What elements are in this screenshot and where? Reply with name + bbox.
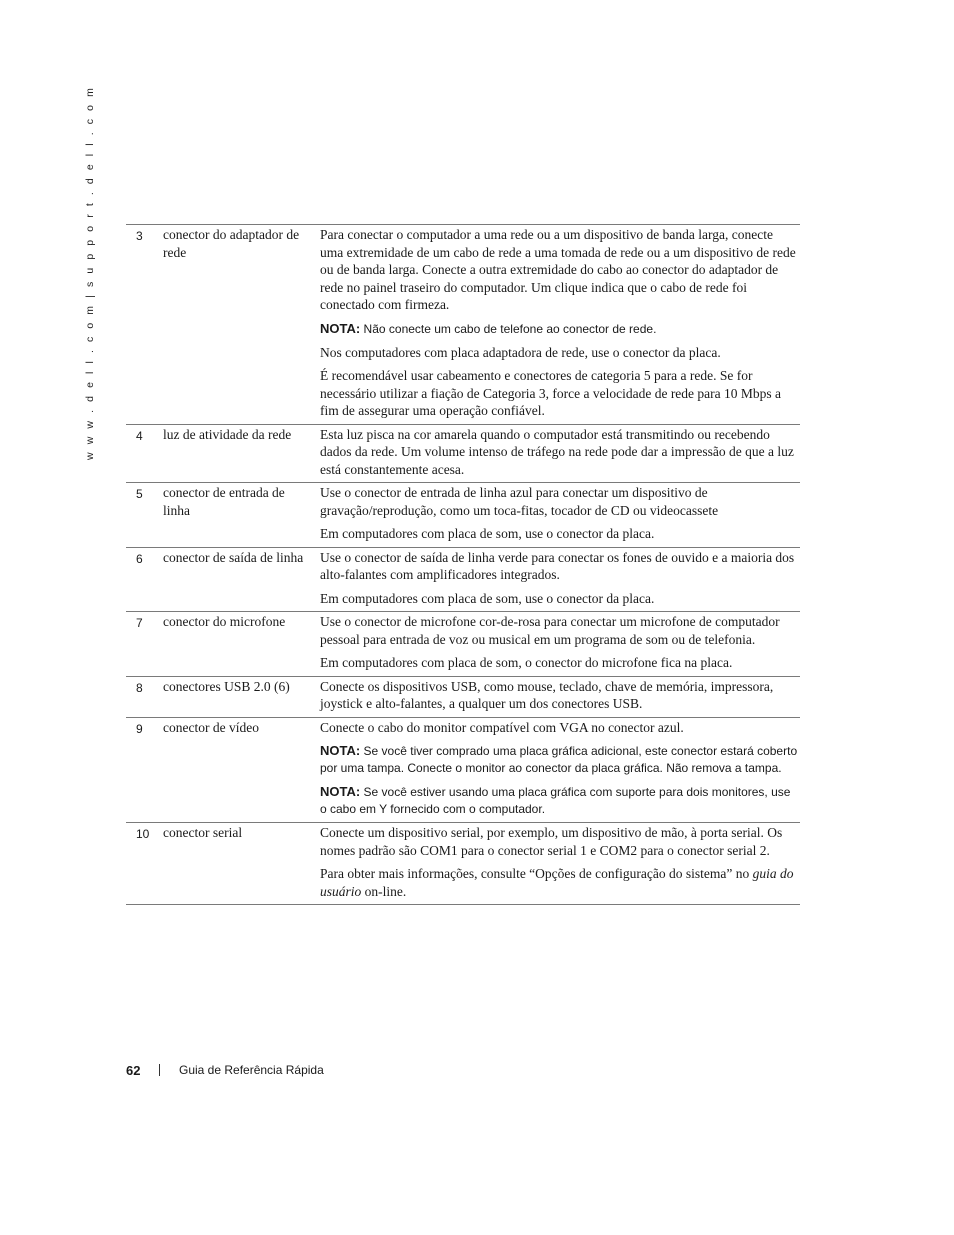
note-text: Não conecte um cabo de telefone ao conector de rede. [363,321,657,336]
row-number: 10 [126,823,155,905]
connector-description [315,676,800,717]
table-row [126,225,800,425]
description-paragraph: Para conectar o computador a uma rede ou a um dispositivo de banda larga, conecte uma extremidade de um cabo de rede a uma tomada de rede ou a um dispositivo de rede ou de banda larga. Conecte a outra extremidade do cabo ao conector do adaptador de rede no painel traseiro do computador. Um clique indica que o cabo de rede foi conectado com firmeza. [320,227,796,312]
description-paragraph: Use o conector de entrada de linha azul para conectar um dispositivo de gravação/reprodução, como um toca-fitas, tocador de CD ou videocassete [320,485,719,518]
connector-name: luz de atividade da rede [155,424,315,483]
connector-description [315,483,800,548]
row-number: 5 [126,483,155,548]
note [320,742,798,777]
connector-name: conector do microfone [155,612,315,677]
description-paragraph: Esta luz pisca na cor amarela quando o computador está transmitindo ou recebendo dados da rede. Um volume intenso de tráfego na rede pode dar a impressão de que a luz está constantemente acesa. [320,426,794,477]
connector-name: conector de saída de linha [155,547,315,612]
page-number: 62 [126,1062,141,1078]
description-paragraph: É recomendável usar cabeamento e conectores de categoria 5 para a rede. Se for necessário utilizar a fiação de Categoria 3, force a velocidade de rede para 10 Mbps a fim de assegurar uma operação confiável. [320,368,782,418]
note-text: Se você estiver usando uma placa gráfica com suporte para dois monitores, use o cabo em Y fornecido com o computador. [320,785,791,816]
row-number: 6 [126,547,155,612]
connector-description [315,225,800,425]
connector-name: conector de entrada de linha [155,483,315,548]
row-number: 7 [126,612,155,677]
user-guide-title: guia do usuário [320,866,794,899]
page-footer [126,1061,324,1079]
row-number: 9 [126,717,155,823]
connector-name: conector de vídeo [155,717,315,823]
description-paragraph: Use o conector de saída de linha verde para conectar os fones de ouvido e a maioria dos alto-falantes com amplificadores integrados. [320,549,795,582]
footer-divider [159,1064,160,1076]
description-paragraph [320,865,798,900]
description-paragraph: Conecte um dispositivo serial, por exemplo, um dispositivo de mão, à porta serial. Os nomes padrão são COM1 para o conector serial 1 e COM2 para o conector serial 2. [320,825,783,858]
connector-description [315,612,800,677]
row-number: 8 [126,676,155,717]
table-row [126,547,800,612]
description-paragraph: Use o conector de microfone cor-de-rosa para conectar um microfone de computador pessoal para entrada de voz ou musical em um programa de som ou de telefonia. [320,614,780,647]
connector-description [315,717,800,823]
paragraph-text-end: on-line. [361,883,407,899]
table-row [126,717,800,823]
table-row [126,612,800,677]
connector-description [315,424,800,483]
note-label: NOTA: [320,320,361,336]
description-paragraph: Em computadores com placa de som, o conector do microfone fica na placa. [320,655,733,670]
paragraph-text: Para obter mais informações, consulte “Opções de configuração do sistema” no [320,866,753,881]
connector-table [126,224,800,905]
description-paragraph: Nos computadores com placa adaptadora de rede, use o conector da placa. [320,344,721,360]
table-row [126,483,800,548]
note [320,320,798,338]
connector-description [315,823,800,905]
note-label: NOTA: [320,743,361,758]
row-number: 3 [126,225,155,425]
description-paragraph: Em computadores com placa de som, use o conector da placa. [320,526,655,541]
note-text: Se você tiver comprado uma placa gráfica adicional, este conector estará coberto por uma tampa. Conecte o monitor ao conector da placa gráfica. Não remova a tampa. [320,744,798,775]
table-row [126,424,800,483]
side-url-text: w w w . d e l l . c o m | s u p p o r t . d e l l . c o m [84,85,96,460]
description-paragraph: Em computadores com placa de som, use o conector da placa. [320,590,655,606]
description-paragraph: Conecte o cabo do monitor compatível com VGA no conector azul. [320,719,684,735]
connector-description [315,547,800,612]
connector-name: conectores USB 2.0 (6) [155,676,315,717]
note [320,783,798,818]
connector-name: conector serial [155,823,315,905]
table-row [126,676,800,717]
row-number: 4 [126,424,155,483]
connector-table-body [126,225,800,905]
connector-name: conector do adaptador de rede [155,225,315,425]
table-row [126,823,800,905]
guide-title: Guia de Referência Rápida [179,1063,324,1077]
note-label: NOTA: [320,784,361,799]
description-paragraph: Conecte os dispositivos USB, como mouse, teclado, chave de memória, impressora, joystick e alto-falantes, a qualquer um dos conectores USB. [320,678,774,711]
